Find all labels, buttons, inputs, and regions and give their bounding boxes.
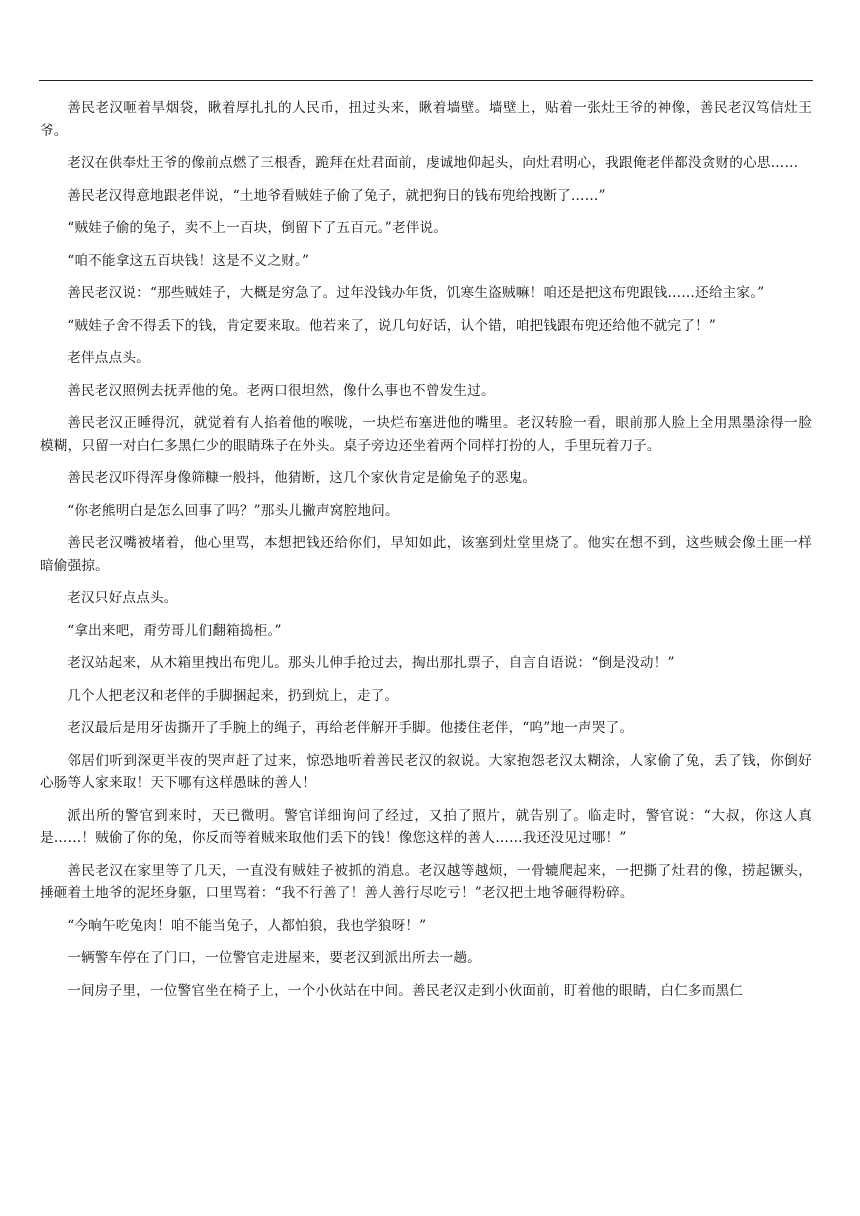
paragraph: “今晌午吃兔肉！咱不能当兔子，人都怕狼，我也学狼呀！” <box>67 917 427 934</box>
paragraph: 老汉站起来，从木箱里拽出布兜儿。那头儿伸手抢过去，掏出那扎票子，自言自语说：“倒是没动！” <box>67 655 675 671</box>
paragraph: “咱不能拿这五百块钱！这是不义之财。” <box>67 252 310 269</box>
paragraph: 老汉在供奉灶王爷的像前点燃了三根香，跪拜在灶君面前，虔诚地仰起头，向灶君明心，我跟俺老伴都没贪财的心思…… <box>67 155 799 171</box>
paragraph: 老汉最后是用牙齿撕开了手腕上的绳子，再给老伴解开手脚。他搂住老伴，“呜”地一声哭了。 <box>67 720 634 736</box>
paragraph: 邻居们听到深更半夜的哭声赶了过来，惊恐地听着善民老汉的叙说。大家抱怨老汉太糊涂，人家偷了兔，丢了钱，你倒好心肠等人家来取！天下哪有这样愚昧的善人！ <box>40 752 812 791</box>
paragraph: 善民老汉吓得浑身像筛糠一般抖，他猜断，这几个家伙肯定是偷兔子的恶鬼。 <box>67 470 537 486</box>
paragraph: 善民老汉得意地跟老伴说，“土地爷看贼娃子偷了兔子，就把狗日的钱布兜给拽断了……” <box>67 187 606 204</box>
header-rule <box>39 80 813 81</box>
paragraph: 善民老汉嘴被堵着，他心里骂，本想把钱还给你们，早知如此，该塞到灶堂里烧了。他实在想不到，这些贼会像土匪一样暗偷强掠。 <box>40 535 812 574</box>
paragraph: 善民老汉咂着旱烟袋，瞅着厚扎扎的人民币，扭过头来，瞅着墙壁。墙壁上，贴着一张灶王爷的神像，善民老汉笃信灶王爷。 <box>40 100 812 139</box>
paragraph: 善民老汉照例去抚弄他的兔。老两口很坦然，像什么事也不曾发生过。 <box>67 382 495 399</box>
paragraph: 善民老汉在家里等了几天，一直没有贼娃子被抓的消息。老汉越等越烦，一骨辘爬起来，一把撕了灶君的像，捞起镢头，捶砸着土地爷的泥坯身躯，口里骂着：“我不行善了！善人善行尽吃亏！”老汉把土地爷砸得粉碎。 <box>40 862 812 901</box>
paragraph: “贼娃子偷的兔子，卖不上一百块，倒留下了五百元。”老伴说。 <box>67 220 448 236</box>
paragraph: “你老熊明白是怎么回事了吗？”那头儿撇声窝腔地问。 <box>67 502 399 519</box>
paragraph: 善民老汉正睡得沉，就觉着有人掐着他的喉咙，一块烂布塞进他的嘴里。老汉转脸一看，眼前那人脸上全用黑墨涂得一脸模糊，只留一对白仁多黑仁少的眼睛珠子在外头。桌子旁边还坐着两个同样打扮的人，手里玩着刀子。 <box>40 415 812 454</box>
article-body <box>40 97 812 1012</box>
paragraph: “拿出来吧，甭劳哥儿们翻箱捣柜。” <box>67 622 282 639</box>
paragraph: 老汉只好点点头。 <box>67 590 178 606</box>
paragraph: 一间房子里，一位警官坐在椅子上，一个小伙站在中间。善民老汉走到小伙面前，盯着他的眼睛，白仁多而黑仁 <box>67 982 744 999</box>
paragraph: “贼娃子舍不得丢下的钱，肯定要来取。他若来了，说几句好话，认个错，咱把钱跟布兜还给他不就完了！” <box>67 317 716 334</box>
paragraph: 派出所的警官到来时，天已微明。警官详细询问了经过，又拍了照片，就告别了。临走时，警官说：“大叔，你这人真是……！贼偷了你的兔，你反而等着贼来取他们丢下的钱！像您这样的善人……我还没见过哪！” <box>40 807 812 846</box>
paragraph: 一辆警车停在了门口，一位警官走进屋来，要老汉到派出所去一趟。 <box>67 950 481 966</box>
paragraph: 几个人把老汉和老伴的手脚捆起来，扔到炕上，走了。 <box>67 687 399 704</box>
paragraph: 善民老汉说：“那些贼娃子，大概是穷急了。过年没钱办年货，饥寒生盗贼嘛！咱还是把这布兜跟钱……还给主家。” <box>67 285 765 301</box>
paragraph: 老伴点点头。 <box>67 350 150 366</box>
